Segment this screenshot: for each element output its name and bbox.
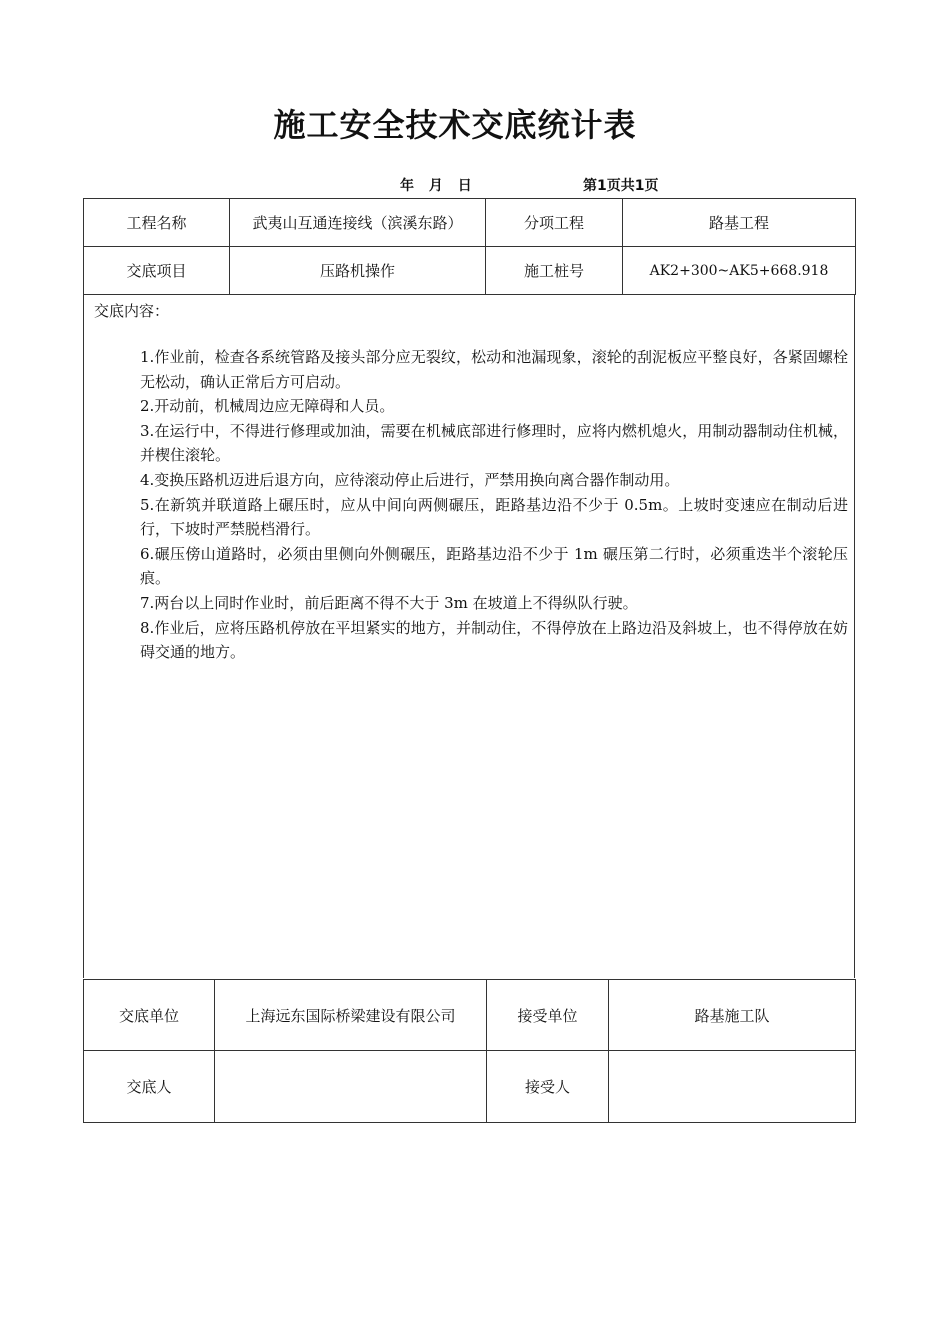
content-label: 交底内容： xyxy=(94,302,170,320)
content-item: 8.作业后，应将压路机停放在平坦紧实的地方，并制动住，不得停放在上路边沿及斜坡上，也不得停放在妨碍交通的地方。 xyxy=(140,618,848,662)
content-item: 1.作业前，检查各系统管路及接头部分应无裂纹，松动和池漏现象，滚轮的刮泥板应平整良好，各紧固螺栓无松动，确认正常后方可启动。 xyxy=(140,348,848,391)
content-item: 7.两台以上同时作业时，前后距离不得不大于 3m 在坡道上不得纵队行驶。 xyxy=(140,593,638,612)
receiver-unit-value: 路基施工队 xyxy=(609,980,856,1051)
receiver-unit-label: 接受单位 xyxy=(487,980,609,1051)
station-label: 施工桩号 xyxy=(486,247,623,295)
receiver-person-value[interactable] xyxy=(609,1051,856,1123)
unit-row xyxy=(84,980,856,1051)
info-table xyxy=(83,198,856,295)
issuer-unit-label: 交底单位 xyxy=(84,980,215,1051)
info-row-project xyxy=(84,199,856,247)
receiver-person-label: 接受人 xyxy=(487,1051,609,1123)
station-value: AK2+300~AK5+668.918 xyxy=(623,247,856,295)
date-line: 年 月 日 xyxy=(400,178,472,194)
sub-project-value: 路基工程 xyxy=(623,199,856,247)
issuer-person-value[interactable] xyxy=(215,1051,487,1123)
page-title: 施工安全技术交底统计表 xyxy=(273,106,637,144)
content-section xyxy=(83,295,855,978)
page-number: 第1页共1页 xyxy=(583,178,659,194)
item-value: 压路机操作 xyxy=(230,247,486,295)
person-row xyxy=(84,1051,856,1123)
content-item: 6.碾压傍山道路时，必须由里侧向外侧碾压，距路基边沿不少于 1m 碾压第二行时，必须重迭半个滚轮压痕。 xyxy=(140,544,848,588)
content-item: 4.变换压路机迈进后退方向，应待滚动停止后进行，严禁用换向离合器作制动用。 xyxy=(140,470,680,489)
sub-project-label: 分项工程 xyxy=(486,199,623,247)
content-item: 2.开动前，机械周边应无障碍和人员。 xyxy=(140,397,395,416)
project-name-label: 工程名称 xyxy=(84,199,230,247)
content-item: 3.在运行中，不得进行修理或加油，需要在机械底部进行修理时，应将内燃机熄火，用制动器制动住机械，并楔住滚轮。 xyxy=(140,421,848,465)
info-row-item xyxy=(84,247,856,295)
item-label: 交底项目 xyxy=(84,247,230,295)
content-list xyxy=(140,345,848,665)
issuer-person-label: 交底人 xyxy=(84,1051,215,1123)
project-name-value: 武夷山互通连接线（滨溪东路） xyxy=(230,199,486,247)
issuer-unit-value: 上海远东国际桥梁建设有限公司 xyxy=(215,980,487,1051)
signature-table xyxy=(83,979,856,1123)
content-item: 5.在新筑并联道路上碾压时，应从中间向两侧碾压，距路基边沿不少于 0.5m。上坡时变速应在制动后进行，下坡时严禁脱档滑行。 xyxy=(140,495,848,539)
